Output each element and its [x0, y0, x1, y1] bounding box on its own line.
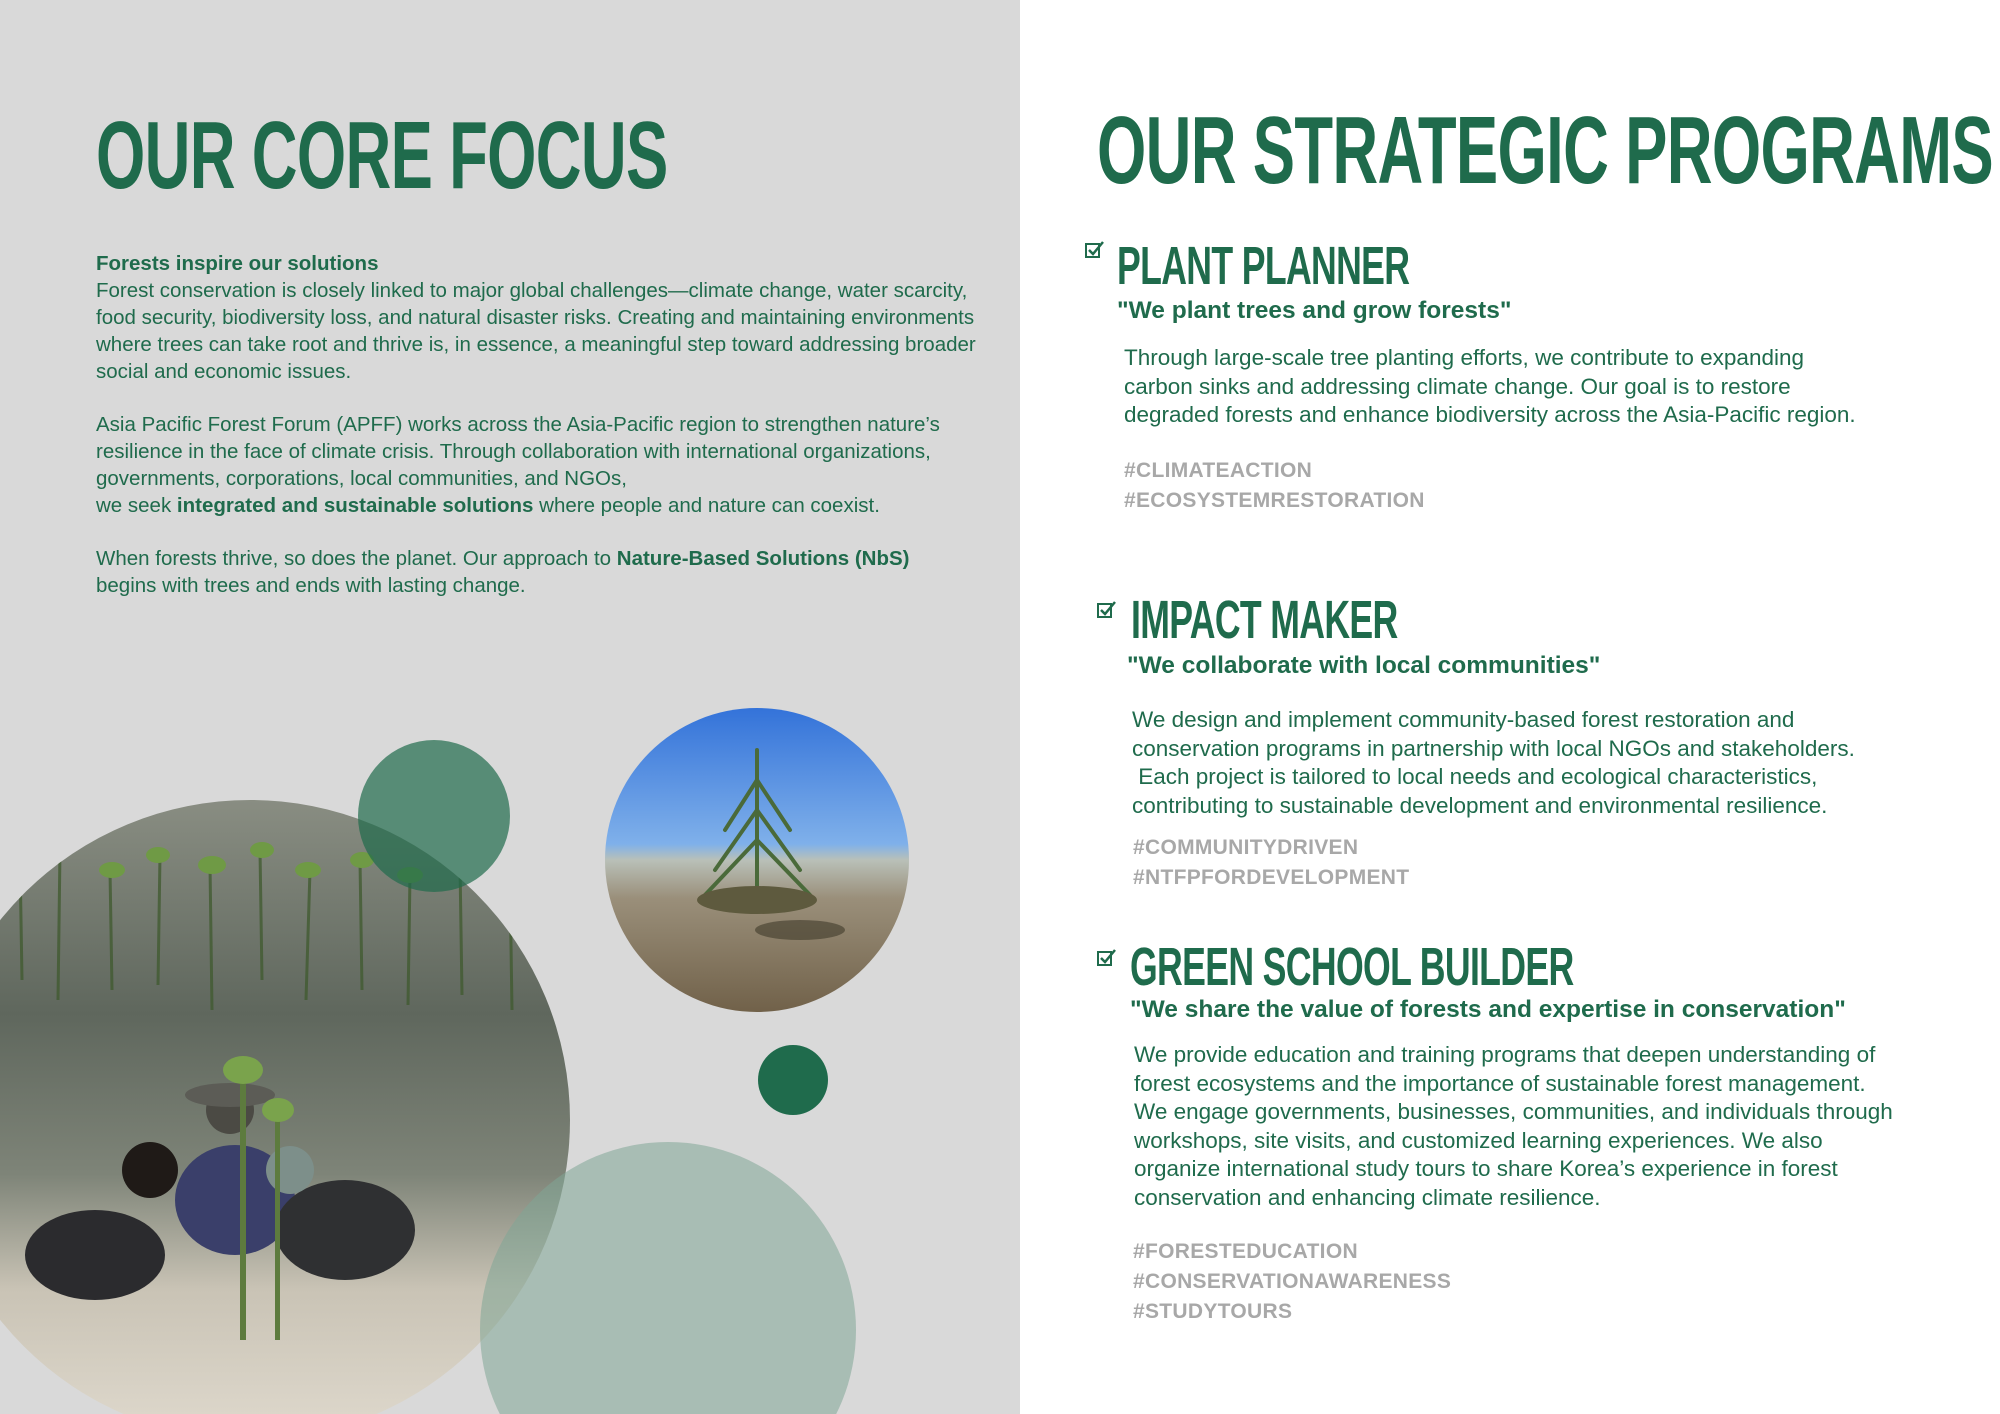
- description-line: conservation and enhancing climate resilience.: [1134, 1184, 1601, 1210]
- program-quote-plant-planner: "We plant trees and grow forests": [1117, 297, 1512, 324]
- hashtag: #STUDYTOURS: [1133, 1300, 1293, 1323]
- program-tags-plant-planner: [1124, 456, 1425, 516]
- intro-text-1: Forest conservation is closely linked to major global challenges—climate change, water scarcity, food security, biodiversity loss, and natural disaster risks. Creating and maintaining environments where trees can take root and thrive is, in essence, a meaningful step toward addressing broader social and economic issues.: [96, 279, 976, 383]
- checkbox-icon: [1097, 949, 1117, 967]
- intro-text-2a: Asia Pacific Forest Forum (APFF) works across the Asia-Pacific region to strengthen nature’s resilience in the face of climate crisis. Through collaboration with international organizations, governments, corporations, local communities, and NGOs,: [96, 413, 940, 490]
- description-line: We engage governments, businesses, communities, and individuals through: [1134, 1099, 1893, 1124]
- core-focus-title: OUR CORE FOCUS: [96, 102, 668, 209]
- hashtag: #NTFPFORDEVELOPMENT: [1133, 866, 1410, 889]
- description-line: forest ecosystems and the importance of sustainable forest management.: [1134, 1070, 1866, 1096]
- description-line: Through large-scale tree planting efforts, we contribute to expanding: [1124, 345, 1804, 370]
- program-description-green-school-builder: [1134, 1041, 1994, 1212]
- intro-lead: Forests inspire our solutions: [96, 252, 379, 275]
- intro-highlight-nbs: Nature-Based Solutions (NbS): [616, 547, 910, 570]
- description-line: contributing to sustainable development and environmental resilience.: [1132, 792, 1828, 818]
- description-line: carbon sinks and addressing climate change. Our goal is to restore: [1124, 373, 1791, 399]
- hashtag: #CLIMATEACTION: [1124, 459, 1313, 482]
- checkbox-icon: [1097, 601, 1117, 619]
- description-line: We provide education and training programs that deepen understanding of: [1134, 1042, 1876, 1067]
- program-name-impact-maker: IMPACT MAKER: [1131, 590, 1398, 650]
- description-line: workshops, site visits, and customized learning experiences. We also: [1134, 1127, 1823, 1153]
- description-line: We design and implement community-based forest restoration and: [1132, 707, 1795, 732]
- program-description-plant-planner: [1124, 344, 2000, 430]
- intro-highlight-solutions: integrated and sustainable solutions: [176, 494, 534, 517]
- hashtag: #ECOSYSTEMRESTORATION: [1124, 489, 1425, 512]
- description-line: degraded forests and enhance biodiversity across the Asia-Pacific region.: [1124, 402, 1856, 427]
- hashtag: #COMMUNITYDRIVEN: [1133, 836, 1359, 859]
- program-name-green-school-builder: GREEN SCHOOL BUILDER: [1130, 937, 1574, 997]
- description-line: Each project is tailored to local needs and ecological characteristics,: [1132, 764, 1818, 789]
- description-line: organize international study tours to share Korea’s experience in forest: [1134, 1156, 1838, 1181]
- intro-text-2c: where people and nature can coexist.: [539, 494, 880, 517]
- hashtag: #CONSERVATIONAWARENESS: [1133, 1270, 1452, 1293]
- program-name-plant-planner: PLANT PLANNER: [1117, 236, 1410, 296]
- checkbox-icon: [1085, 241, 1105, 259]
- intro-text-3a: When forests thrive, so does the planet. Our approach to: [96, 547, 612, 570]
- program-quote-impact-maker: "We collaborate with local communities": [1127, 652, 1601, 679]
- program-tags-impact-maker: [1133, 833, 1409, 893]
- program-description-impact-maker: [1132, 706, 2000, 820]
- hashtag: #FORESTEDUCATION: [1133, 1240, 1358, 1263]
- description-line: conservation programs in partnership with local NGOs and stakeholders.: [1132, 735, 1855, 761]
- intro-text-3b: begins with trees and ends with lasting change.: [96, 574, 526, 597]
- program-quote-green-school-builder: "We share the value of forests and expertise in conservation": [1130, 996, 1846, 1023]
- program-tags-green-school-builder: [1133, 1237, 1451, 1327]
- intro-text-2b: we seek: [96, 494, 172, 517]
- strategic-programs-title: OUR STRATEGIC PROGRAMS: [1097, 97, 1994, 204]
